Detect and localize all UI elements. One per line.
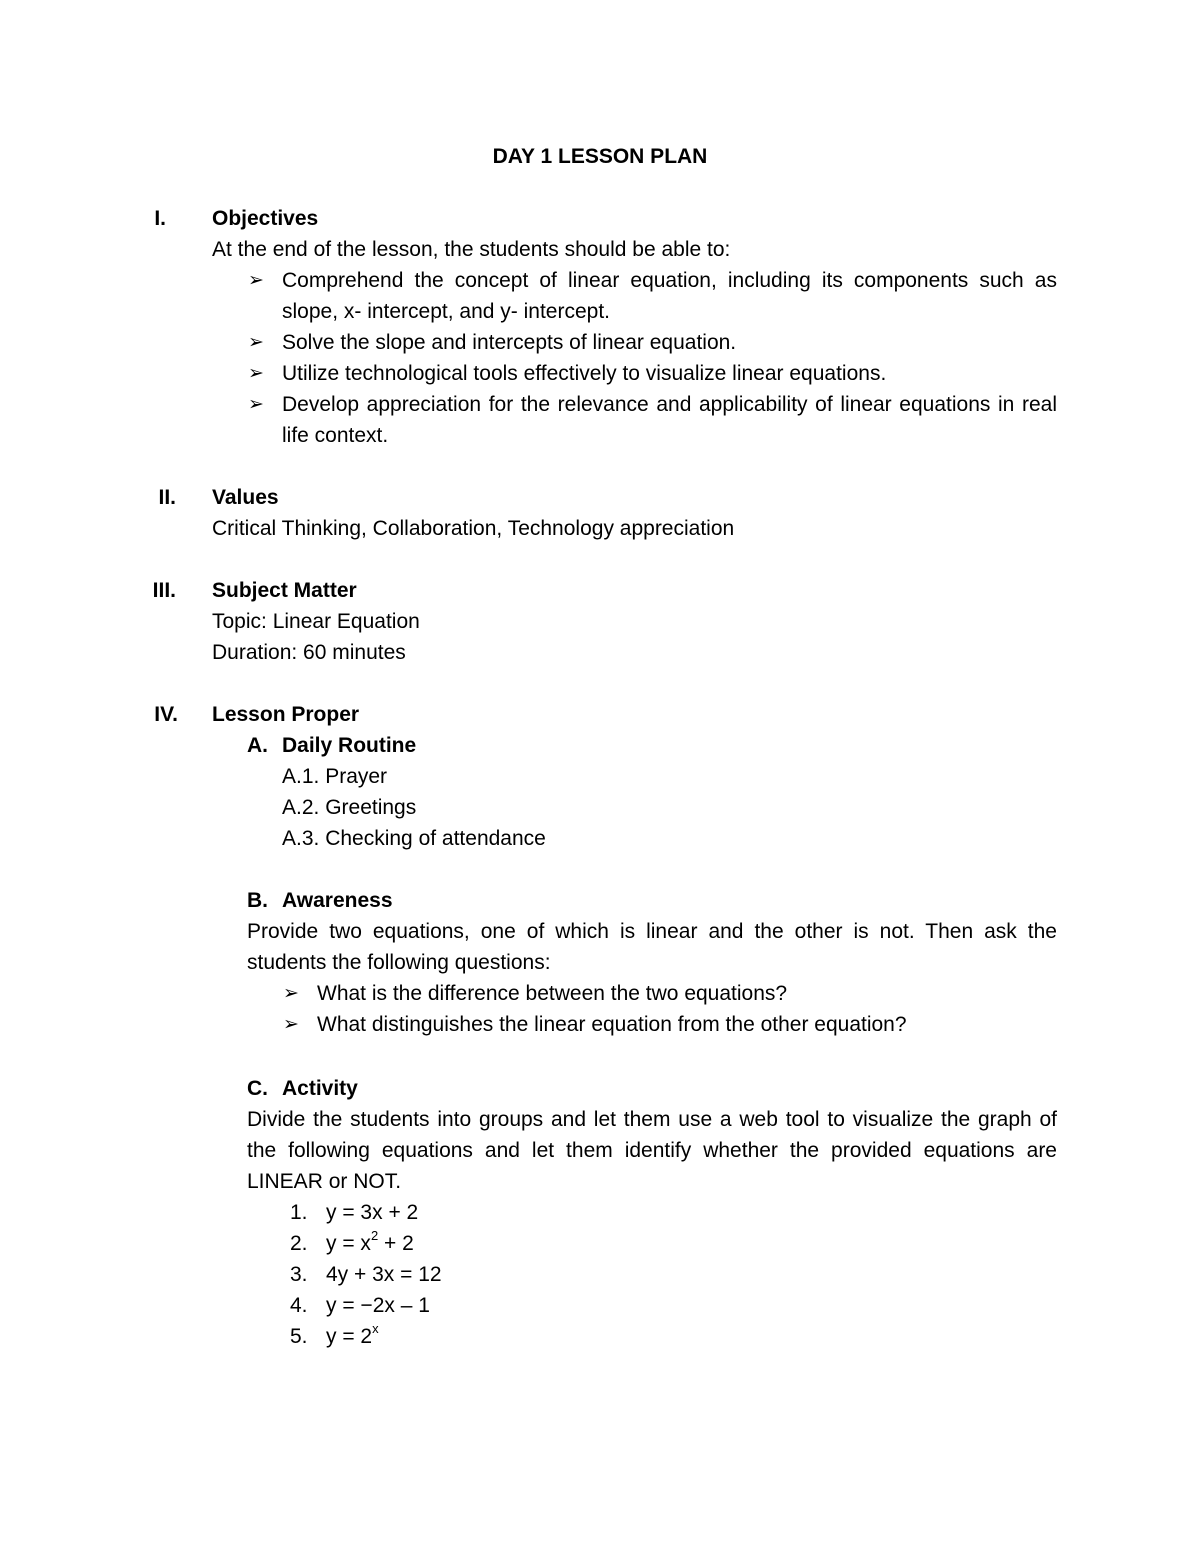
routine-item: A.3. Checking of attendance <box>282 827 546 850</box>
subsection-heading: B. Awareness <box>247 885 1057 916</box>
list-item: ➢ What is the difference between the two equations? <box>247 978 1057 1009</box>
page-title: DAY 1 LESSON PLAN <box>492 145 708 168</box>
topic-text: Topic: Linear Equation <box>212 610 420 633</box>
subsection-daily-routine <box>247 730 1057 854</box>
subsection-awareness <box>247 885 1057 1040</box>
arrow-bullet-icon: ➢ <box>283 1014 299 1035</box>
arrow-bullet-icon: ➢ <box>248 363 264 384</box>
subsection-heading: A. Daily Routine <box>247 730 1057 761</box>
section-heading: Values <box>212 486 279 509</box>
equation-item: 3. 4y + 3x = 12 <box>290 1263 442 1286</box>
section-numeral: I. <box>154 207 166 230</box>
awareness-text: Provide two equations, one of which is linear and the other is not. Then ask the students the following questions: <box>247 920 1057 974</box>
subsection-letter: C. <box>247 1077 268 1100</box>
arrow-bullet-icon: ➢ <box>248 332 264 353</box>
awareness-questions <box>247 978 1057 1040</box>
arrow-bullet-icon: ➢ <box>248 270 264 291</box>
section-numeral: IV. <box>154 703 178 726</box>
activity-text: Divide the students into groups and let them use a web tool to visualize the graph of the following equations and let them identify whether the provided equations are LINEAR or NOT. <box>247 1108 1057 1193</box>
equation-item: 4. y = −2x – 1 <box>290 1294 430 1317</box>
section-heading: Objectives <box>212 207 319 230</box>
section-numeral: II. <box>158 486 176 509</box>
arrow-bullet-icon: ➢ <box>248 394 264 415</box>
equation-item: 1. y = 3x + 2 <box>290 1201 419 1224</box>
section-numeral: III. <box>152 579 176 602</box>
section-heading: Subject Matter <box>212 579 357 602</box>
arrow-bullet-icon: ➢ <box>283 983 299 1004</box>
subsection-heading: C. Activity <box>247 1073 1057 1104</box>
list-item: ➢ Solve the slope and intercepts of linear equation. <box>212 327 1057 358</box>
routine-item: A.1. Prayer <box>282 765 388 788</box>
objectives-list <box>212 265 1057 451</box>
duration-text: Duration: 60 minutes <box>212 641 406 664</box>
section-body <box>212 203 1057 451</box>
subsection-activity <box>247 1073 1057 1352</box>
section-body <box>212 575 1057 668</box>
objectives-intro: At the end of the lesson, the students should be able to: <box>212 238 731 261</box>
section-body <box>212 699 1057 730</box>
list-item: ➢ Comprehend the concept of linear equation, including its components such as slope, x- intercept, and y- intercept. <box>212 265 1057 327</box>
list-item: ➢ Develop appreciation for the relevance and applicability of linear equations in real life context. <box>212 389 1057 451</box>
routine-item: A.2. Greetings <box>282 796 417 819</box>
equation-item: 2. $y = x^2 + 2$ <box>290 1228 414 1255</box>
subsection-letter: A. <box>247 734 268 757</box>
subsection-letter: B. <box>247 889 268 912</box>
list-item: ➢ What distinguishes the linear equation from the other equation? <box>247 1009 1057 1040</box>
values-text: Critical Thinking, Collaboration, Technology appreciation <box>212 517 735 540</box>
section-body <box>212 482 1057 544</box>
equation-list <box>247 1197 1057 1352</box>
section-heading: Lesson Proper <box>212 703 360 726</box>
equation-item: 5. $y = 2^x$ <box>290 1321 379 1348</box>
list-item: ➢ Utilize technological tools effectively to visualize linear equations. <box>212 358 1057 389</box>
